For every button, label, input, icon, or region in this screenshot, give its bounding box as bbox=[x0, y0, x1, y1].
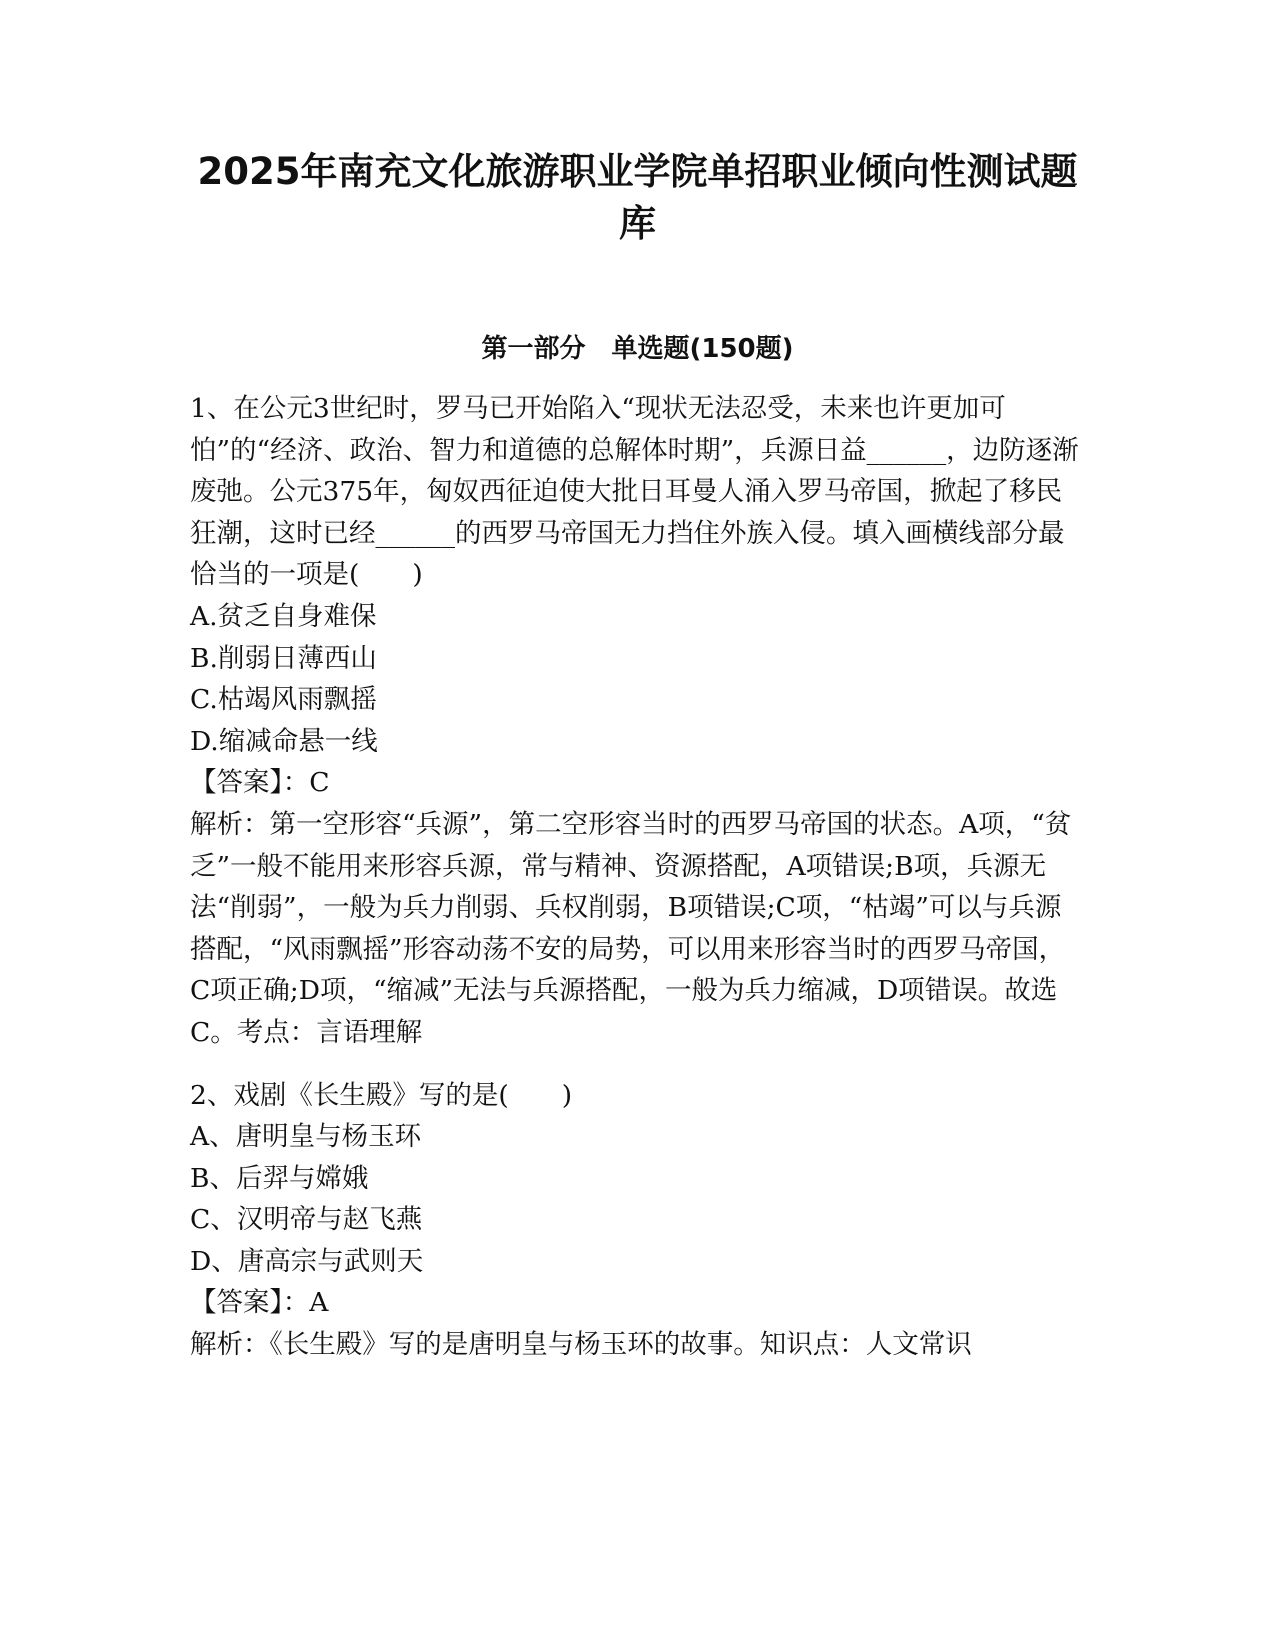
question-2 bbox=[190, 1075, 1085, 1366]
section-title: 第一部分 单选题(150题) bbox=[481, 334, 794, 364]
answer: 【答案】：A bbox=[190, 1287, 329, 1319]
option-c: C、汉明帝与赵飞燕 bbox=[190, 1204, 423, 1236]
option-a: A、唐明皇与杨玉环 bbox=[190, 1121, 422, 1153]
option-c: C.枯竭风雨飘摇 bbox=[190, 684, 377, 716]
question-stem: 2、戏剧《长生殿》写的是( ) bbox=[190, 1079, 573, 1111]
question-stem: 1、在公元3世纪时，罗马已开始陷入“现状无法忍受，未来也许更加可怕”的“经济、政治、智力和道德的总解体时期”，兵源日益______，边防逐渐废弛。公元375年，匈奴西征迫使大批日耳曼人涌入罗马帝国，掀起了移民狂潮，这时已经______的西罗马帝国无力挡住外族入侵。填入画横线部分最恰当的一项是( ) bbox=[190, 393, 1079, 591]
question-1 bbox=[190, 388, 1085, 1054]
question-list bbox=[190, 388, 1085, 1366]
answer: 【答案】：C bbox=[190, 767, 330, 799]
document-title: 2025年南充文化旅游职业学院单招职业倾向性测试题库 bbox=[197, 150, 1078, 245]
option-b: B、后羿与嫦娥 bbox=[190, 1162, 369, 1194]
option-a: A.贫乏自身难保 bbox=[190, 600, 377, 632]
option-d: D.缩减命悬一线 bbox=[190, 725, 378, 757]
analysis: 解析：第一空形容“兵源”，第二空形容当时的西罗马帝国的状态。A项，“贫乏”一般不能用来形容兵源，常与精神、资源搭配，A项错误;B项，兵源无法“削弱”，一般为兵力削弱、兵权削弱，B项错误;C项，“枯竭”可以与兵源搭配，“风雨飘摇”形容动荡不安的局势，可以用来形容当时的西罗马帝国，C项正确;D项，“缩减”无法与兵源搭配，一般为兵力缩减，D项错误。故选C。考点：言语理解 bbox=[190, 808, 1072, 1048]
option-b: B.削弱日薄西山 bbox=[190, 642, 377, 674]
option-d: D、唐高宗与武则天 bbox=[190, 1245, 424, 1277]
analysis: 解析：《长生殿》写的是唐明皇与杨玉环的故事。知识点：人文常识 bbox=[190, 1329, 972, 1361]
